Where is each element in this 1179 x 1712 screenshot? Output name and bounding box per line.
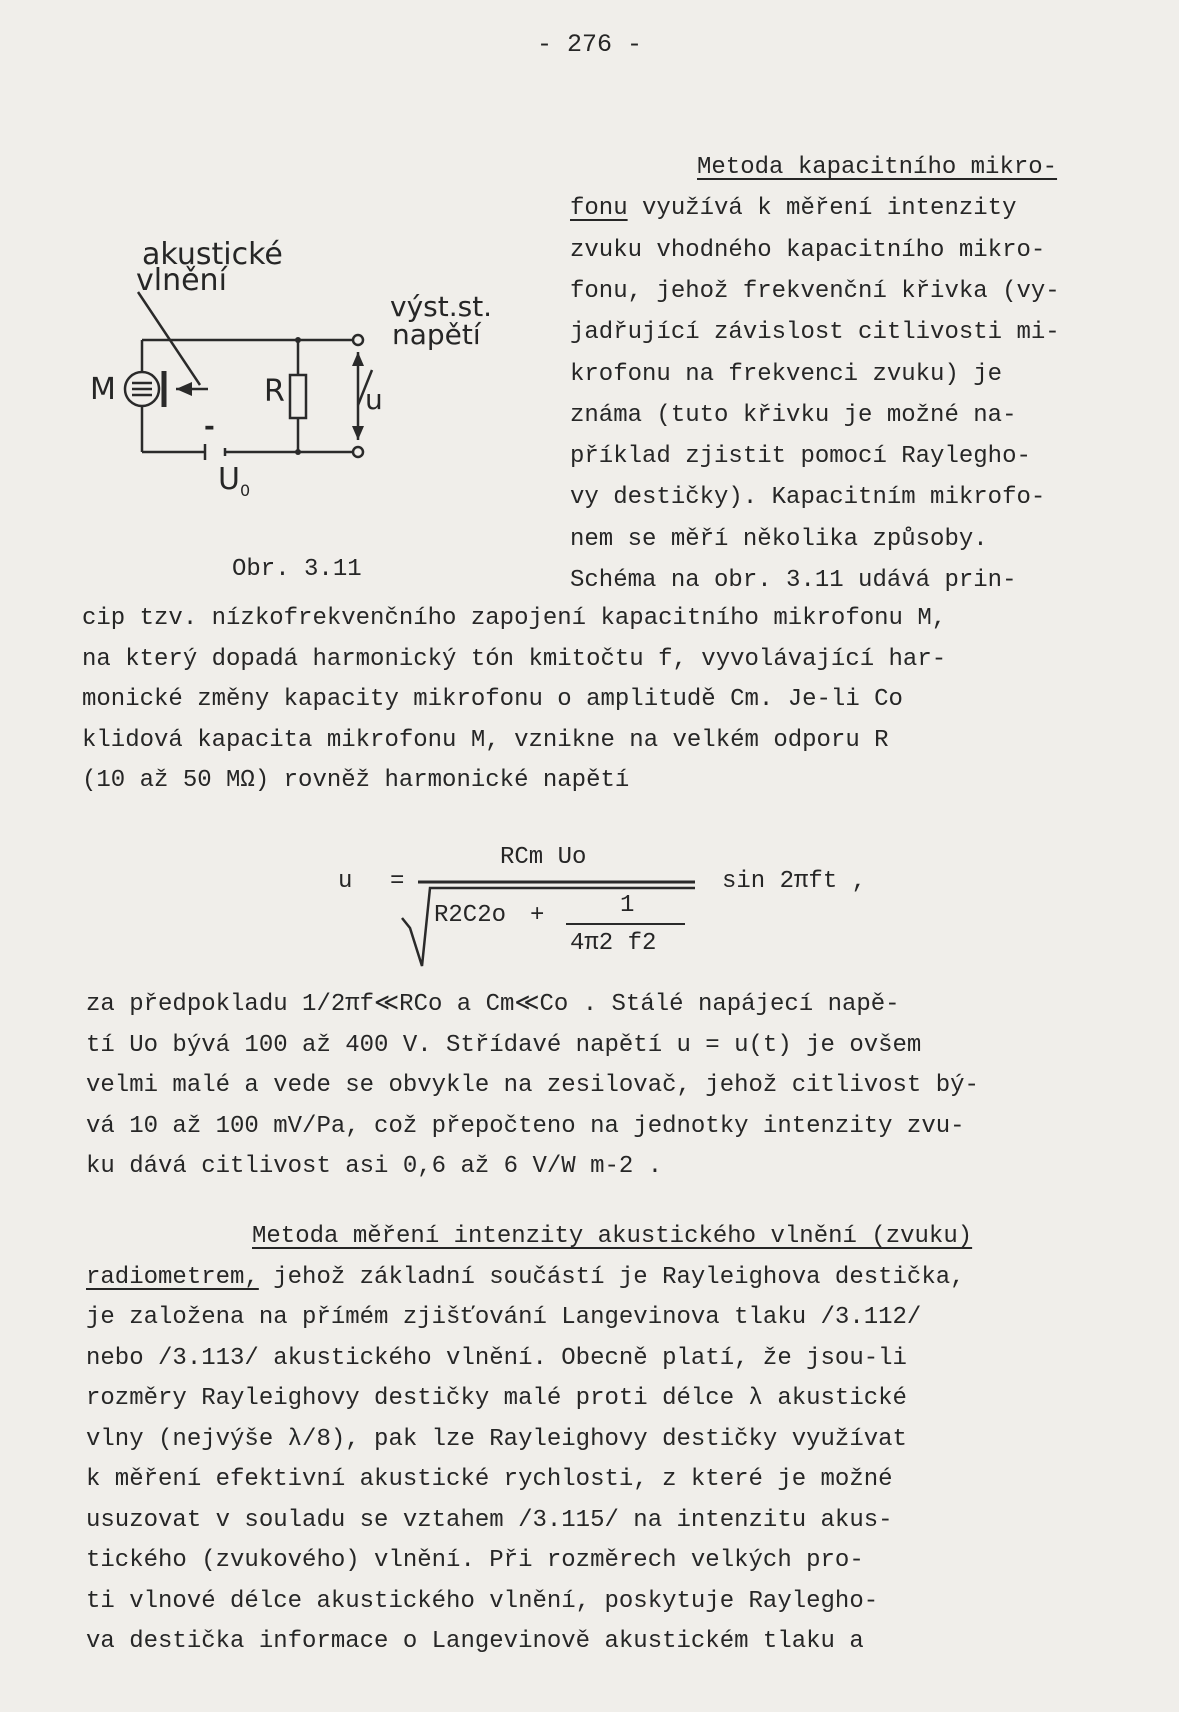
text-line: ti vlnové délce akustického vlnění, poskytuje Raylegho- [86, 1587, 879, 1615]
text-line: ku dává citlivost asi 0,6 až 6 V/W m-2 . [86, 1153, 663, 1180]
text-line: na který dopadá harmonický tón kmitočtu f, vyvolávající har- [82, 645, 947, 673]
formula-frac-num: 1 [620, 892, 635, 919]
formula-rhs: sin 2πft , [722, 868, 867, 895]
page-number: - 276 - [536, 30, 643, 59]
text-line: krofonu na frekvenci zvuku) je [570, 360, 1003, 388]
text-line: k měření efektivní akustické rychlosti, z které je možné [86, 1466, 893, 1493]
formula-eq: = [390, 868, 405, 895]
text-line: známa (tuto křivku je možné na- [570, 401, 1017, 429]
formula-r2c2: R2C2o [434, 902, 507, 929]
text-line: vlny (nejvýše λ/8), pak lze Rayleighovy destičky využívat [86, 1425, 907, 1453]
text-line: vy destičky). Kapacitním mikrofo- [570, 484, 1046, 512]
label-mic: M [90, 372, 116, 407]
label-resistor: R [264, 374, 285, 409]
text-line: (10 až 50 MΩ) rovněž harmonické napětí [82, 767, 630, 794]
text-line [86, 1263, 965, 1293]
label-minus: - [204, 412, 215, 442]
line-rest: jehož základní součástí je Rayleighova destička, [258, 1263, 965, 1291]
text-line: nem se měří několika způsoby. [570, 525, 988, 553]
underlined-term: radiometrem, [86, 1263, 259, 1291]
text-line: příklad zjistit pomocí Raylegho- [570, 443, 1031, 471]
text-line: jadřující závislost citlivosti mi- [570, 319, 1060, 347]
text-line: vá 10 až 100 mV/Pa, což přepočteno na jednotky intenzity zvu- [86, 1112, 965, 1140]
line-rest: využívá k měření intenzity [627, 195, 1017, 223]
text-line [570, 194, 1016, 224]
text-line: velmi malé a vede se obvykle na zesilovač, jehož citlivost bý- [86, 1072, 979, 1099]
text-line: usuzovat v souladu se vztahem /3.115/ na intenzitu akus- [86, 1506, 893, 1534]
formula-plus: + [530, 902, 545, 929]
label-output-1: výst.st. [390, 290, 493, 323]
figure-caption: Obr. 3.11 [232, 556, 362, 583]
label-voltage-u: u [365, 383, 383, 416]
text-line: fonu, jehož frekvenční křivka (vy- [570, 277, 1060, 305]
formula-numerator: RCm Uo [500, 844, 587, 871]
text-line: va destička informace o Langevinově akustickém tlaku a [86, 1628, 864, 1655]
text-line: Metoda kapacitního mikro- [697, 154, 1058, 181]
text-line: tického (zvukového) vlnění. Při rozměrech velkých pro- [86, 1547, 864, 1574]
voltage-formula [330, 838, 930, 978]
label-acoustic-wave-1: akustické [142, 237, 283, 272]
circuit-figure [80, 237, 520, 510]
formula-lhs: u [338, 868, 353, 895]
text-line: cip tzv. nízkofrekvenčního zapojení kapacitního mikrofonu M, [82, 605, 947, 632]
text-line: Metoda měření intenzity akustického vlnění (zvuku) [252, 1223, 973, 1250]
text-line: zvuku vhodného kapacitního mikro- [570, 236, 1046, 264]
text-line: monické změny kapacity mikrofonu o amplitudě Cm. Je-li Co [82, 686, 903, 713]
formula-frac-den: 4π2 f2 [570, 930, 657, 957]
text-line: je založena na přímém zjišťování Langevinova tlaku /3.112/ [86, 1304, 922, 1331]
label-acoustic-wave-2: vlnění [136, 263, 227, 298]
text-line: klidová kapacita mikrofonu M, vznikne na velkém odporu R [82, 726, 889, 754]
text-line: Schéma na obr. 3.11 udává prin- [570, 567, 1017, 594]
label-output-2: napětí [392, 318, 481, 351]
text-line: za předpokladu 1/2πf≪RCo a Cm≪Co . Stálé napájecí napě- [86, 991, 900, 1018]
text-line: tí Uo bývá 100 až 400 V. Střídavé napětí u = u(t) je ovšem [86, 1031, 922, 1059]
underlined-term: fonu [570, 195, 628, 223]
text-line: rozměry Rayleighovy destičky malé proti délce λ akustické [86, 1385, 907, 1412]
text-line: nebo /3.113/ akustického vlnění. Obecně platí, že jsou-li [86, 1344, 907, 1372]
label-u0: $U_0$ [218, 462, 251, 500]
